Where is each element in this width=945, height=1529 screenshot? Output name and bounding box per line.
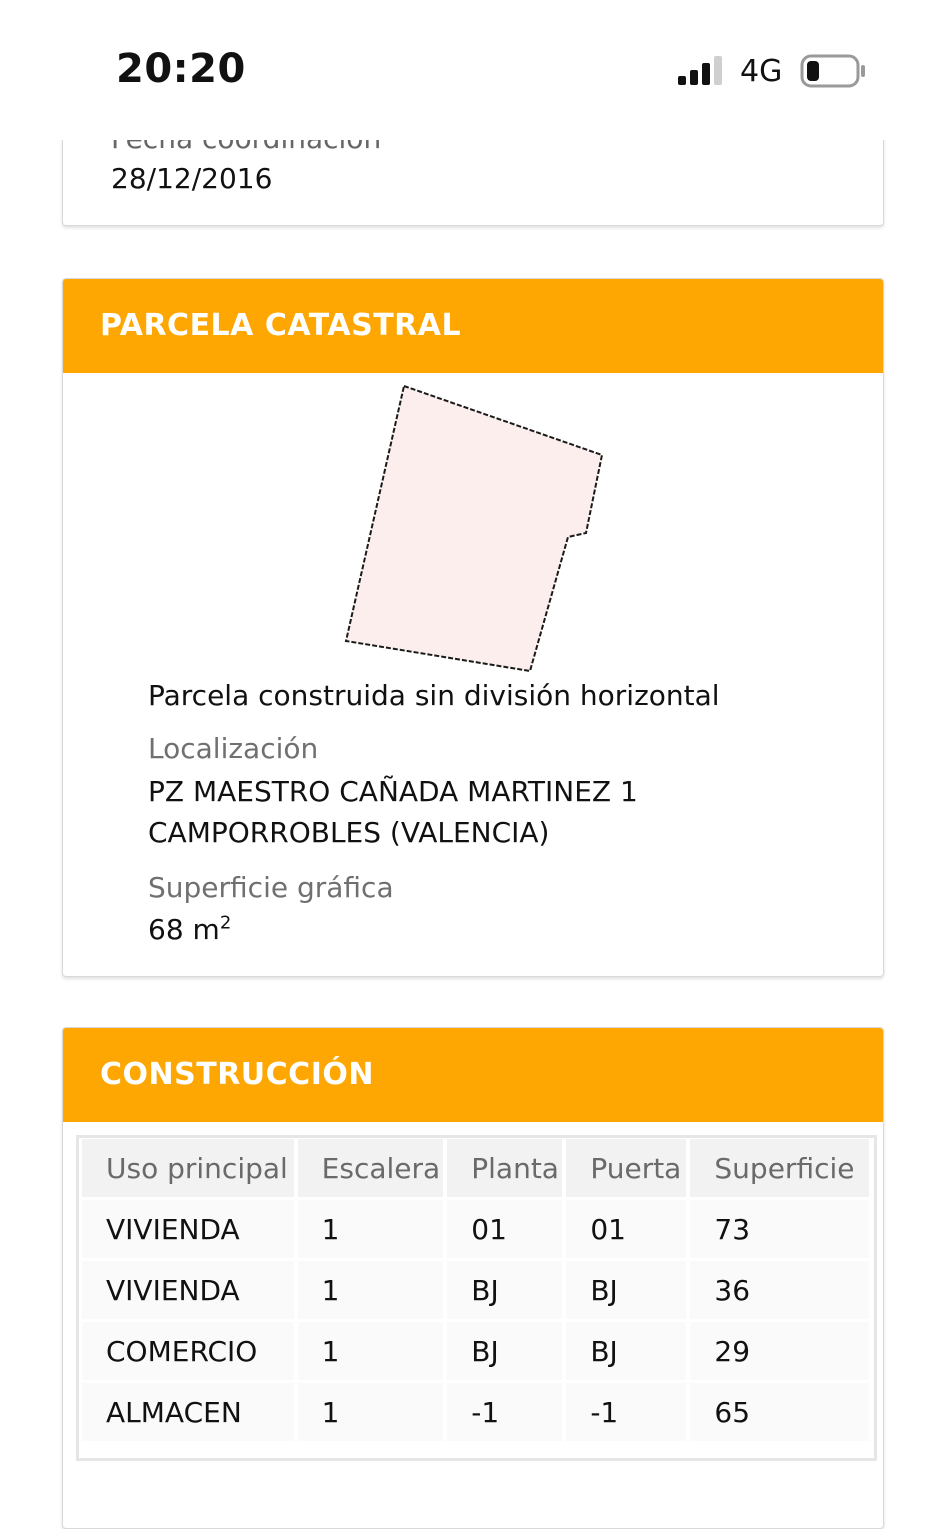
parcel-polygon [346,386,602,671]
table-cell: BJ [566,1322,686,1380]
signal-bars-icon [678,56,726,86]
table-cell: 1 [298,1383,444,1441]
construccion-title: CONSTRUCCIÓN [100,1057,374,1092]
table-cell: 29 [690,1322,869,1380]
address-line1: PZ MAESTRO CAÑADA MARTINEZ 1 [148,775,638,808]
column-header-escalera: Escalera [298,1139,444,1197]
table-cell: VIVIENDA [82,1261,294,1319]
table-cell: 1 [298,1200,444,1258]
superficie-label: Superficie gráfica [148,871,394,904]
column-header-planta: Planta [447,1139,562,1197]
table-cell: BJ [566,1261,686,1319]
superficie-number: 68 m [148,913,220,946]
construccion-table-scroll[interactable] [76,1135,877,1461]
table-cell: BJ [447,1322,562,1380]
construccion-header [63,1028,883,1122]
table-cell: 1 [298,1261,444,1319]
construccion-table [78,1136,873,1444]
table-cell: 36 [690,1261,869,1319]
column-header-uso: Uso principal [82,1139,294,1197]
table-row [82,1200,869,1258]
table-header-row [82,1139,869,1197]
status-bar [0,0,945,140]
network-type: 4G [740,54,783,89]
table-cell: -1 [566,1383,686,1441]
table-cell: 1 [298,1322,444,1380]
table-cell: BJ [447,1261,562,1319]
superficie-value [148,913,231,946]
battery-low-icon [800,54,868,88]
table-cell: 01 [566,1200,686,1258]
table-row [82,1261,869,1319]
table-cell: -1 [447,1383,562,1441]
table-cell: 73 [690,1200,869,1258]
parcela-catastral-card [62,278,884,977]
column-header-superficie: Superficie [690,1139,869,1197]
parcela-title: PARCELA CATASTRAL [100,308,462,343]
status-time: 20:20 [116,46,246,92]
table-cell: 65 [690,1383,869,1441]
table-cell: VIVIENDA [82,1200,294,1258]
address-line2: CAMPORROBLES (VALENCIA) [148,816,550,849]
parcela-type: Parcela construida sin división horizontal [148,679,720,712]
table-cell: 01 [447,1200,562,1258]
localizacion-label: Localización [148,732,319,765]
construccion-card [62,1027,884,1529]
superficie-exponent: 2 [219,912,232,934]
table-cell: ALMACEN [82,1383,294,1441]
table-cell: COMERCIO [82,1322,294,1380]
coordination-date-value: 28/12/2016 [111,162,273,195]
table-row [82,1322,869,1380]
table-row [82,1383,869,1441]
column-header-puerta: Puerta [566,1139,686,1197]
